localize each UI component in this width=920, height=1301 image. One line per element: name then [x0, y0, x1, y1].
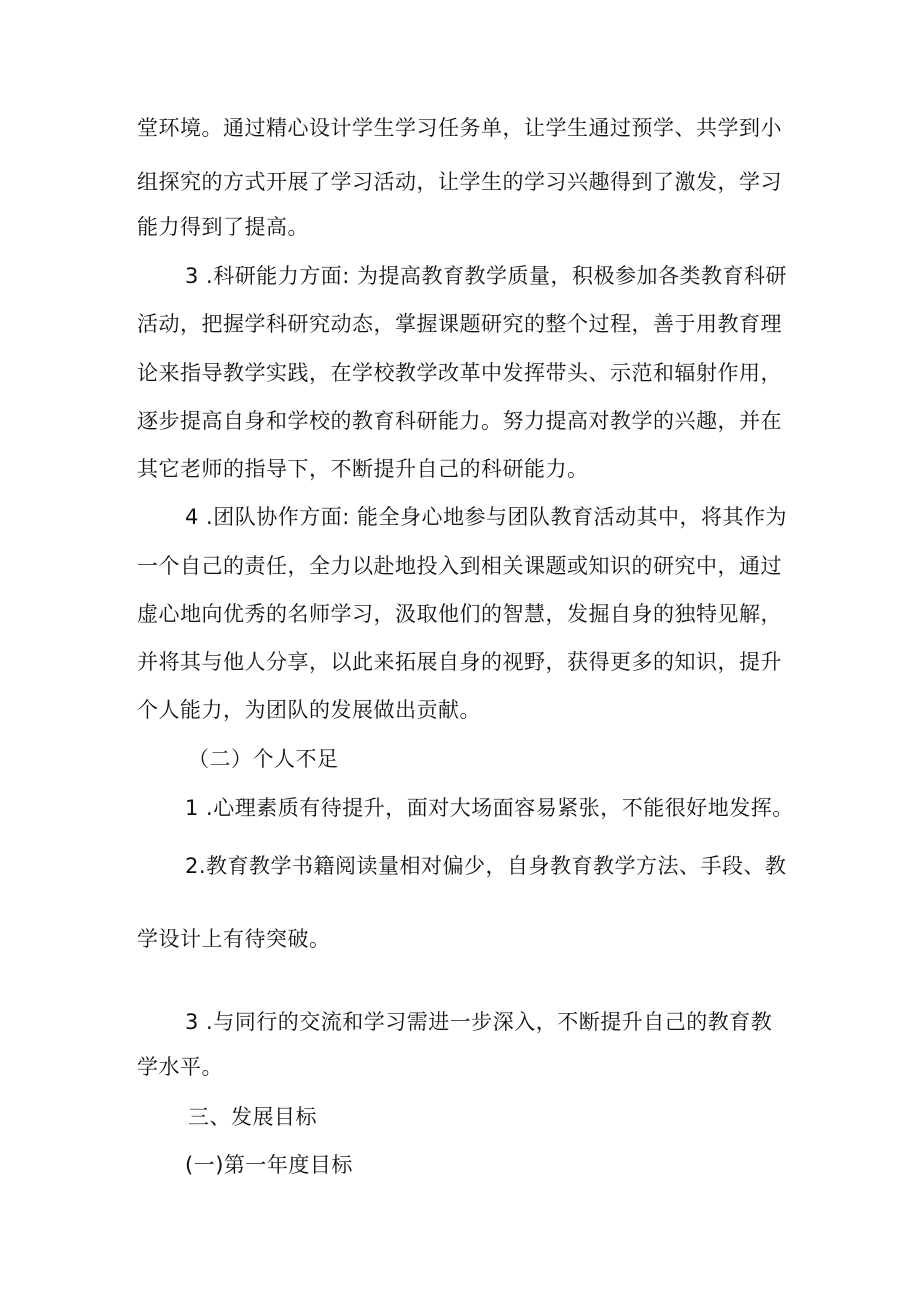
- text-line: 组探究的方式开展了学习活动，让学生的学习兴趣得到了激发，学习: [137, 170, 782, 194]
- text-line: 活动，把握学科研究动态，掌握课题研究的整个过程，善于用教育理: [137, 312, 782, 336]
- text-line: 3 .与同行的交流和学习需进一步深入，不断提升自己的教育教: [185, 1010, 773, 1034]
- text-line: 其它老师的指导下，不断提升自己的科研能力。: [137, 457, 589, 481]
- section-heading: （二）个人不足: [188, 747, 339, 771]
- text-line: 逐步提高自身和学校的教育科研能力。努力提高对教学的兴趣，并在: [137, 409, 782, 433]
- text-line: 2.教育教学书籍阅读量相对偏少，自身教育教学方法、手段、教: [185, 854, 787, 878]
- text-line: 并将其与他人分享，以此来拓展自身的视野，获得更多的知识，提升: [137, 650, 782, 674]
- text-line: 学设计上有待突破。: [137, 927, 331, 951]
- text-line: 1 .心理素质有待提升，面对大场面容易紧张，不能很好地发挥。: [185, 796, 794, 820]
- text-line: 学水平。: [137, 1055, 223, 1079]
- text-line: 一个自己的责任，全力以赴地投入到相关课题或知识的研究中，通过: [137, 554, 782, 578]
- text-line: 虚心地向优秀的名师学习，汲取他们的智慧，发掘自身的独特见解，: [137, 602, 782, 626]
- text-line: 论来指导教学实践，在学校教学改革中发挥带头、示范和辐射作用，: [137, 361, 782, 385]
- section-heading: 三、发展目标: [188, 1105, 317, 1129]
- text-line: 3 .科研能力方面: 为提高教育教学质量，积极参加各类教育科研: [185, 264, 787, 288]
- text-line: 能力得到了提高。: [137, 215, 309, 239]
- subsection-heading: (一)第一年度目标: [185, 1153, 353, 1177]
- text-line: 4 .团队协作方面: 能全身心地参与团队教育活动其中，将其作为: [185, 505, 787, 529]
- text-line: 堂环境。通过精心设计学生学习任务单，让学生通过预学、共学到小: [137, 116, 782, 140]
- text-line: 个人能力，为团队的发展做出贡献。: [137, 698, 481, 722]
